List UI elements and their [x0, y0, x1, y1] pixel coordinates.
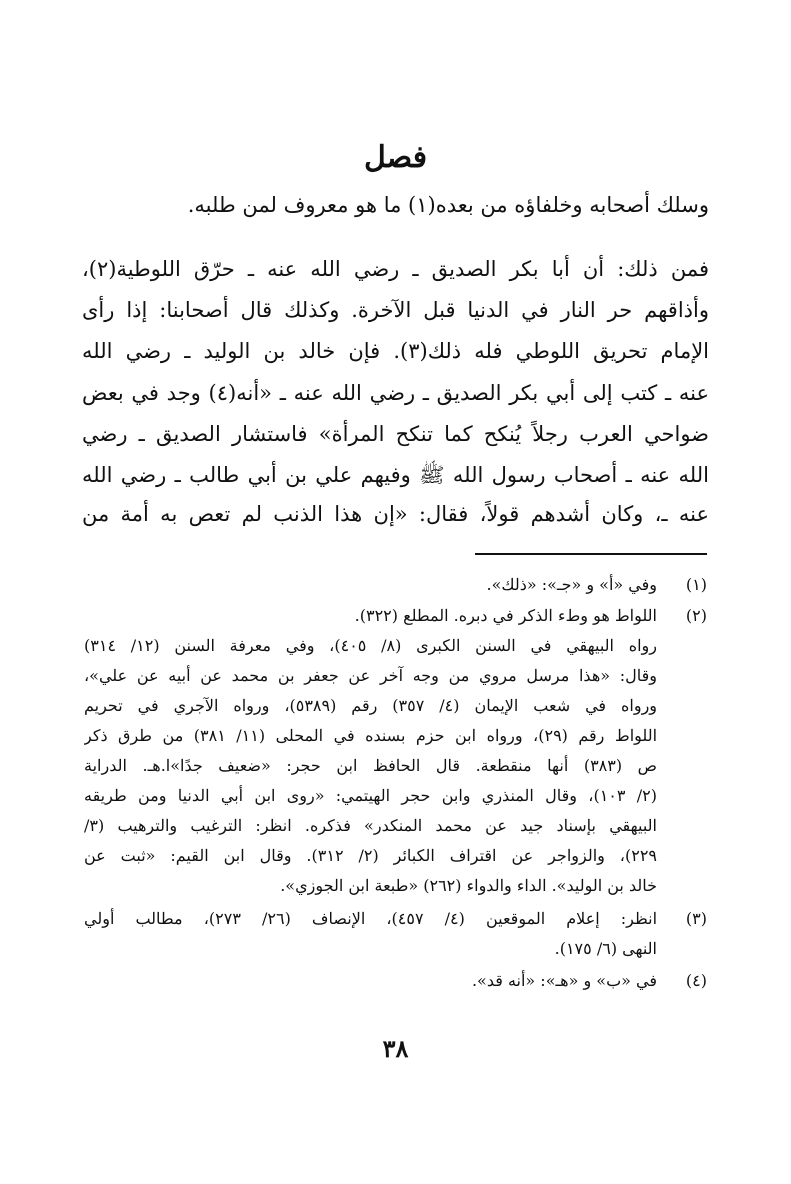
footnote-2-line-10: خالد بن الوليد». الداء والدواء (٢٦٢) «طبعة ابن الجوزي».	[280, 876, 657, 895]
footnote-number: (٤)	[685, 971, 707, 990]
footnote-3	[84, 904, 707, 935]
footnote-text: اللواط هو وطء الذكر في دبره. المطلع (٣٢٢).	[354, 606, 657, 625]
footnote-number: (١)	[685, 575, 707, 594]
body-line-3: وأذاقهم حر النار في الدنيا قبل الآخرة. وكذلك قال أصحابنا: إذا رأى	[82, 298, 709, 322]
footnote-2-line-7: (٢/ ١٠٣)، وقال المنذري وابن حجر الهيتمي: «روى ابن أبي الدنيا ومن طريقه	[84, 786, 657, 805]
footnote-2-line-8: البيهقي بإسناد جيد عن محمد المنكدر» فذكره. انظر: الترغيب والترهيب (٣/	[84, 816, 657, 835]
footnote-2-line-6: ص (٣٨٣) أنها منقطعة. قال الحافظ ابن حجر: «ضعيف جدًا»ا.هـ. الدراية	[84, 756, 657, 775]
footnote-2-line-5: اللواط رقم (٢٩)، ورواه ابن حزم بسنده في المحلى (١١/ ٣٨١) من طرق ذكر	[84, 726, 657, 745]
footnote-4	[84, 966, 707, 997]
footnote-number: (٢)	[685, 606, 707, 625]
body-line-2: فمن ذلك: أن أبا بكر الصديق ـ رضي الله عنه ـ حرّق اللوطية(٢)،	[82, 257, 709, 281]
body-line-5: عنه ـ كتب إلى أبي بكر الصديق ـ رضي الله عنه ـ «أنه(٤) وجد في بعض	[82, 381, 709, 405]
body-line-6: ضواحي العرب رجلاً يُنكح كما تنكح المرأة» فاستشار الصديق ـ رضي	[82, 422, 709, 446]
body-line-1: وسلك أصحابه وخلفاؤه من بعده(١) ما هو معروف لمن طلبه.	[187, 193, 709, 217]
body-line-7: الله عنه ـ أصحاب رسول الله ﷺ وفيهم علي بن أبي طالب ـ رضي الله	[82, 463, 709, 487]
footnote-2-line-9: ٢٢٩)، والزواجر عن اقتراف الكبائر (٢/ ٣١٢). وقال ابن القيم: «ثبت عن	[84, 846, 657, 865]
section-heading: فصل	[363, 140, 428, 175]
page-number: ٣٨	[382, 1034, 409, 1063]
footnote-3-line-2: النهى (٦/ ١٧٥).	[554, 939, 657, 958]
footnote-2-line-2: رواه البيهقي في السنن الكبرى (٨/ ٤٠٥)، وفي معرفة السنن (١٢/ ٣١٤)	[84, 636, 657, 655]
footnote-2-line-3: وقال: «هذا مرسل مروي من وجه آخر عن جعفر بن محمد عن أبيه عن علي»،	[84, 666, 657, 685]
body-line-8: عنه ـ، وكان أشدهم قولاً، فقال: «إن هذا الذنب لم تعص به أمة من	[82, 502, 709, 526]
footnote-1	[84, 570, 707, 601]
footnote-text: في «ب» و «هـ»: «أنه قد».	[471, 971, 657, 990]
footnote-2-line-4: ورواه في شعب الإيمان (٤/ ٣٥٧) رقم (٥٣٨٩)، ورواه الآجري في تحريم	[84, 696, 657, 715]
footnote-text: انظر: إعلام الموقعين (٤/ ٤٥٧)، الإنصاف (٢٦/ ٢٧٣)، مطالب أولي	[84, 909, 658, 928]
footnote-2	[84, 601, 707, 632]
footnote-number: (٣)	[685, 909, 707, 928]
footnote-text: وفي «أ» و «جـ»: «ذلك».	[486, 575, 657, 594]
body-line-4: الإمام تحريق اللوطي فله ذلك(٣). فإن خالد بن الوليد ـ رضي الله	[82, 339, 709, 363]
footnote-separator	[475, 553, 707, 555]
